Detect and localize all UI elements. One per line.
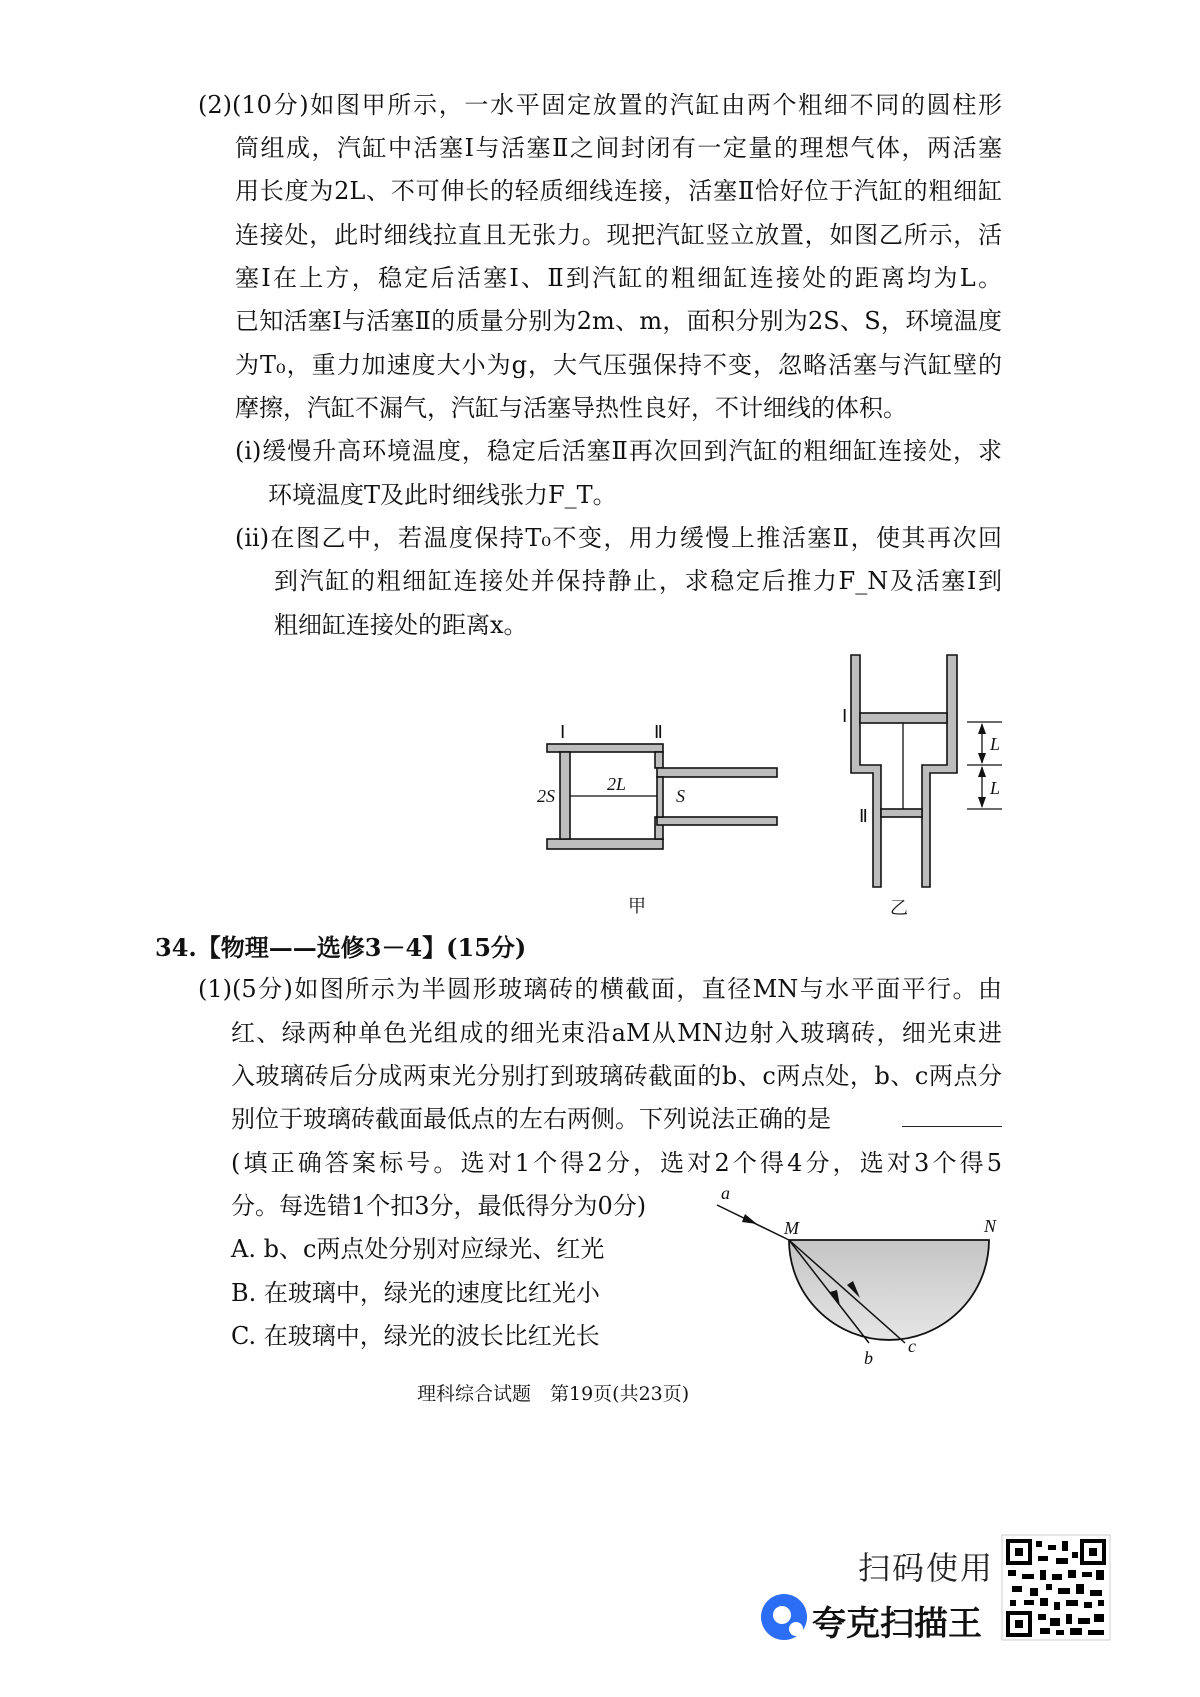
option-a: A. b、c两点处分别对应绿光、红光: [231, 1235, 605, 1263]
label-l-upper: L: [990, 734, 1001, 754]
label-l-lower: L: [990, 778, 1001, 798]
q2-sub-ii: (ii)在图乙中，若温度保持T₀不变，用力缓慢上推活塞Ⅱ，使其再次回: [235, 524, 1002, 552]
piston-i: [560, 752, 570, 839]
q2-line: 用长度为2L、不可伸长的轻质细线连接，活塞Ⅱ恰好位于汽缸的粗细缸: [235, 177, 1002, 205]
cylinder-step-upper: [655, 752, 663, 768]
watermark-scan-text: 扫码使用: [858, 1549, 995, 1587]
label-s: S: [676, 786, 685, 806]
q2-sub-ii: 粗细缸连接处的距离x。: [274, 611, 528, 639]
q34-line: (填正确答案标号。选对1个得2分，选对2个得4分，选对3个得5: [231, 1149, 1002, 1177]
right-wall: [922, 655, 957, 887]
qr-code-icon: [1002, 1535, 1110, 1640]
q34-line: 分。每选错1个扣3分，最低得分为0分): [231, 1192, 647, 1220]
label-n: N: [984, 1216, 997, 1236]
q2-line: 连接处，此时细线拉直且无张力。现把汽缸竖立放置，如图乙所示，活: [235, 221, 1002, 249]
watermark-app-name: 夸克扫描王: [812, 1604, 982, 1644]
q34-line: 入玻璃砖后分成两束光分别打到玻璃砖截面的b、c两点处，b、c两点分: [231, 1062, 1002, 1090]
semicircle-glass: [789, 1240, 989, 1340]
watermark-logo-icon: [761, 1594, 807, 1640]
figure-jia: [547, 744, 777, 849]
label-c: c: [908, 1336, 916, 1356]
caption-jia: 甲: [628, 896, 646, 916]
q2-sub-i: (i)缓慢升高环境温度，稳定后活塞Ⅱ再次回到汽缸的粗细缸连接处，求: [235, 437, 1002, 465]
label-2l: 2L: [607, 774, 627, 794]
page-footer: 理科综合试题 第19页(共23页): [417, 1383, 690, 1405]
q2-line: 塞Ⅰ在上方，稳定后活塞Ⅰ、Ⅱ到汽缸的粗细缸连接处的距离均为L。: [235, 264, 1002, 292]
answer-blank: [902, 1104, 1002, 1127]
section-heading: 34.【物理——选修3－4】(15分): [155, 933, 527, 962]
q34-line-text: 别位于玻璃砖截面最低点的左右两侧。下列说法正确的是: [231, 1105, 831, 1133]
q34-line: (1)(5分)如图所示为半圆形玻璃砖的横截面，直径MN与水平面平行。由: [198, 975, 1002, 1003]
left-wall: [851, 655, 881, 887]
label-piston-i: Ⅰ: [560, 722, 566, 742]
q2-sub-ii: 到汽缸的粗细缸连接处并保持静止，求稳定后推力F_N及活塞Ⅰ到: [274, 567, 1002, 595]
label-b: b: [864, 1348, 873, 1368]
q2-line: 筒组成，汽缸中活塞Ⅰ与活塞Ⅱ之间封闭有一定量的理想气体，两活塞: [235, 134, 1002, 162]
cylinder-bottom-wall: [547, 839, 663, 849]
q2-sub-i: 环境温度T及此时细线张力F_T。: [268, 481, 617, 509]
q2-line: 为T₀，重力加速度大小为g，大气压强保持不变，忽略活塞与汽缸壁的: [235, 351, 1002, 379]
figure-yi: [851, 655, 1002, 887]
tube-top-wall: [657, 768, 777, 777]
piston-ii: [657, 777, 663, 817]
q2-line: 已知活塞Ⅰ与活塞Ⅱ的质量分别为2m、m，面积分别为2S、S，环境温度: [235, 307, 1002, 335]
label-m: M: [784, 1218, 799, 1238]
label-2s: 2S: [537, 786, 555, 806]
option-c: C. 在玻璃中，绿光的波长比红光长: [231, 1322, 600, 1350]
label-piston-i: Ⅰ: [842, 706, 848, 726]
label-piston-ii: Ⅱ: [654, 722, 663, 742]
q2-line: 摩擦，汽缸不漏气，汽缸与活塞导热性良好，不计细线的体积。: [235, 394, 907, 422]
piston-i: [860, 713, 947, 723]
caption-yi: 乙: [890, 898, 908, 918]
cylinder-top-wall: [547, 744, 663, 752]
q2-line: (2)(10分)如图甲所示，一水平固定放置的汽缸由两个粗细不同的圆柱形: [198, 91, 1002, 119]
label-piston-ii: Ⅱ: [859, 806, 868, 826]
q34-line: [231, 1104, 1002, 1134]
tube-bottom-wall: [657, 817, 777, 825]
figure-glass-brick: [717, 1183, 997, 1368]
piston-ii: [881, 809, 922, 817]
option-b: B. 在玻璃中，绿光的速度比红光小: [231, 1279, 600, 1307]
label-a: a: [721, 1183, 730, 1203]
q34-line: 红、绿两种单色光组成的细光束沿aM从MN边射入玻璃砖，细光束进: [231, 1019, 1002, 1047]
